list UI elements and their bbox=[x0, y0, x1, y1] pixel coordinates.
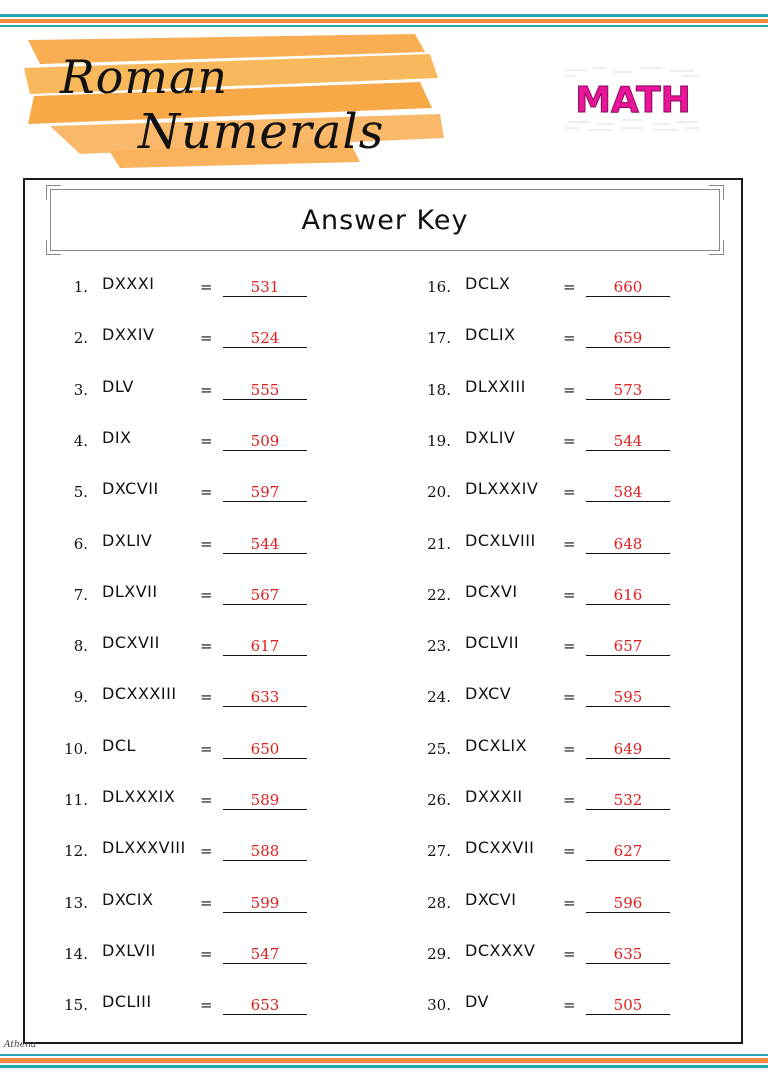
roman-numeral: DV bbox=[465, 992, 489, 1012]
answer-value: 599 bbox=[223, 894, 307, 913]
problem-number: 21. bbox=[427, 534, 451, 553]
problem-row bbox=[38, 274, 338, 308]
problem-row bbox=[401, 684, 701, 718]
answer-key-title: Answer Key bbox=[301, 204, 469, 236]
problem-number: 10. bbox=[64, 739, 88, 758]
answer-value: 567 bbox=[223, 586, 307, 605]
roman-numeral: DCXXXIII bbox=[102, 684, 177, 704]
problem-row bbox=[38, 530, 338, 565]
answer-card bbox=[23, 178, 743, 1044]
problem-row bbox=[38, 889, 338, 924]
equals-sign: = bbox=[200, 893, 213, 912]
title-line-2: Numerals bbox=[138, 104, 385, 160]
problem-number: 20. bbox=[427, 483, 451, 502]
problem-row bbox=[38, 325, 338, 359]
top-stripe-teal-thin bbox=[0, 25, 768, 27]
equals-sign: = bbox=[563, 431, 576, 450]
answer-value: 648 bbox=[586, 535, 670, 554]
answer-value: 544 bbox=[223, 535, 307, 554]
problem-number: 5. bbox=[73, 483, 88, 502]
problem-row bbox=[401, 838, 701, 872]
problem-row bbox=[38, 684, 338, 718]
problem-row bbox=[401, 940, 701, 975]
equals-sign: = bbox=[563, 842, 576, 861]
problem-number: 8. bbox=[73, 637, 88, 656]
answer-value: 659 bbox=[586, 329, 670, 348]
problem-number: 9. bbox=[73, 688, 88, 707]
roman-numeral: DCXLIX bbox=[465, 735, 528, 755]
problem-number: 25. bbox=[427, 739, 451, 758]
problem-number: 13. bbox=[64, 893, 88, 912]
equals-sign: = bbox=[563, 534, 576, 553]
equals-sign: = bbox=[563, 791, 576, 809]
math-logo-text: MATH bbox=[575, 80, 691, 121]
problem-number: 29. bbox=[427, 944, 451, 963]
problem-row bbox=[401, 530, 701, 565]
answer-value: 588 bbox=[223, 842, 307, 861]
answer-value: 589 bbox=[223, 791, 307, 810]
problem-row bbox=[38, 838, 338, 872]
problem-number: 23. bbox=[427, 637, 451, 656]
roman-numeral: DLXXXIV bbox=[465, 479, 539, 499]
answer-value: 547 bbox=[223, 945, 307, 964]
roman-numeral: DLXXIII bbox=[465, 376, 526, 396]
equals-sign: = bbox=[563, 996, 576, 1015]
roman-numeral: DXCVI bbox=[465, 889, 517, 909]
corner-ornament bbox=[46, 185, 61, 200]
answer-value: 660 bbox=[586, 278, 670, 297]
problem-number: 1. bbox=[73, 278, 88, 296]
answer-key-header bbox=[50, 189, 720, 251]
answer-value: 532 bbox=[586, 791, 670, 810]
problem-row bbox=[38, 633, 338, 667]
equals-sign: = bbox=[200, 329, 213, 348]
roman-numeral: DCLVII bbox=[465, 633, 520, 653]
equals-sign: = bbox=[563, 637, 576, 656]
answer-value: 617 bbox=[223, 637, 307, 656]
bottom-stripe-teal-thin bbox=[0, 1054, 768, 1056]
answer-value: 627 bbox=[586, 842, 670, 861]
roman-numeral: DXXIV bbox=[102, 325, 155, 345]
roman-numeral: DXLIV bbox=[102, 530, 153, 550]
title-banner bbox=[20, 30, 450, 170]
problem-number: 11. bbox=[64, 791, 88, 809]
problem-number: 16. bbox=[427, 278, 451, 296]
problem-row bbox=[401, 735, 701, 770]
answer-value: 633 bbox=[223, 688, 307, 707]
answer-value: 505 bbox=[586, 996, 670, 1015]
answer-value: 650 bbox=[223, 740, 307, 759]
problem-row bbox=[401, 787, 701, 821]
roman-numeral: DLXVII bbox=[102, 581, 158, 601]
answer-value: 596 bbox=[586, 894, 670, 913]
problem-row bbox=[401, 274, 701, 308]
equals-sign: = bbox=[200, 842, 213, 861]
roman-numeral: DCXXVII bbox=[465, 838, 535, 858]
problem-number: 2. bbox=[73, 329, 88, 348]
problem-number: 17. bbox=[427, 329, 451, 348]
roman-numeral: DCXVII bbox=[102, 633, 160, 653]
problem-row bbox=[401, 479, 701, 513]
problem-row bbox=[401, 581, 701, 616]
problem-number: 26. bbox=[427, 791, 451, 809]
equals-sign: = bbox=[563, 739, 576, 758]
roman-numeral: DXLVII bbox=[102, 940, 156, 960]
problem-row bbox=[401, 427, 701, 462]
top-stripe-orange bbox=[0, 19, 768, 23]
answer-value: 595 bbox=[586, 688, 670, 707]
roman-numeral: DCLIX bbox=[465, 325, 516, 345]
problem-row bbox=[38, 376, 338, 411]
problem-row bbox=[401, 992, 701, 1026]
answer-value: 531 bbox=[223, 278, 307, 297]
corner-ornament bbox=[709, 185, 724, 200]
answer-value: 657 bbox=[586, 637, 670, 656]
answer-value: 616 bbox=[586, 586, 670, 605]
answer-value: 653 bbox=[223, 996, 307, 1015]
roman-numeral: DXCV bbox=[465, 684, 512, 704]
problem-number: 27. bbox=[427, 842, 451, 861]
equals-sign: = bbox=[563, 688, 576, 707]
answer-value: 597 bbox=[223, 483, 307, 502]
problem-number: 12. bbox=[64, 842, 88, 861]
answer-value: 635 bbox=[586, 945, 670, 964]
answer-value: 573 bbox=[586, 381, 670, 400]
corner-ornament bbox=[709, 240, 724, 255]
problem-number: 15. bbox=[64, 996, 88, 1015]
problem-number: 6. bbox=[73, 534, 88, 553]
roman-numeral: DCLIII bbox=[102, 992, 152, 1012]
answer-value: 544 bbox=[586, 432, 670, 451]
problem-number: 19. bbox=[427, 431, 451, 450]
corner-ornament bbox=[46, 240, 61, 255]
roman-numeral: DCXXXV bbox=[465, 940, 536, 960]
roman-numeral: DXCVII bbox=[102, 479, 159, 499]
roman-numeral: DLXXXVIII bbox=[102, 838, 186, 858]
roman-numeral: DLV bbox=[102, 376, 134, 396]
math-logo bbox=[562, 62, 704, 134]
equals-sign: = bbox=[200, 944, 213, 963]
problem-row bbox=[38, 992, 338, 1026]
roman-numeral: DLXXXIX bbox=[102, 787, 176, 806]
equals-sign: = bbox=[200, 534, 213, 553]
roman-numeral: DXCIX bbox=[102, 889, 154, 909]
answer-value: 555 bbox=[223, 381, 307, 400]
problem-row bbox=[38, 479, 338, 513]
equals-sign: = bbox=[563, 585, 576, 604]
problem-number: 24. bbox=[427, 688, 451, 707]
problem-row bbox=[401, 633, 701, 667]
bottom-stripe-orange bbox=[0, 1058, 768, 1063]
equals-sign: = bbox=[563, 893, 576, 912]
problem-number: 3. bbox=[73, 380, 88, 399]
problem-number: 28. bbox=[427, 893, 451, 912]
problem-row bbox=[401, 889, 701, 924]
problem-row bbox=[38, 787, 338, 821]
problem-number: 22. bbox=[427, 585, 451, 604]
equals-sign: = bbox=[200, 431, 213, 450]
problem-number: 7. bbox=[73, 585, 88, 604]
roman-numeral: DCXVI bbox=[465, 581, 518, 601]
equals-sign: = bbox=[200, 483, 213, 502]
problem-row bbox=[401, 325, 701, 359]
equals-sign: = bbox=[200, 688, 213, 707]
equals-sign: = bbox=[200, 791, 213, 809]
equals-sign: = bbox=[563, 329, 576, 348]
signature: Athena bbox=[4, 1040, 37, 1050]
equals-sign: = bbox=[200, 585, 213, 604]
problem-row bbox=[38, 427, 338, 462]
answer-value: 509 bbox=[223, 432, 307, 451]
equals-sign: = bbox=[563, 483, 576, 502]
equals-sign: = bbox=[200, 380, 213, 399]
equals-sign: = bbox=[200, 637, 213, 656]
problem-row bbox=[38, 581, 338, 616]
problem-row bbox=[38, 940, 338, 975]
math-logo-art bbox=[562, 62, 704, 134]
answer-value: 584 bbox=[586, 483, 670, 502]
top-stripe-teal bbox=[0, 14, 768, 17]
roman-numeral: DXXXI bbox=[102, 274, 155, 293]
equals-sign: = bbox=[563, 380, 576, 399]
equals-sign: = bbox=[200, 739, 213, 758]
equals-sign: = bbox=[563, 278, 576, 296]
roman-numeral: DXLIV bbox=[465, 427, 516, 447]
problem-number: 14. bbox=[64, 944, 88, 963]
title-line-1: Roman bbox=[60, 50, 228, 104]
problem-number: 18. bbox=[427, 380, 451, 399]
roman-numeral: DCLX bbox=[465, 274, 511, 293]
problem-number: 30. bbox=[427, 996, 451, 1015]
answer-value: 649 bbox=[586, 740, 670, 759]
problem-row bbox=[38, 735, 338, 770]
problem-number: 4. bbox=[73, 431, 88, 450]
roman-numeral: DXXXII bbox=[465, 787, 523, 806]
roman-numeral: DIX bbox=[102, 427, 132, 447]
answer-value: 524 bbox=[223, 329, 307, 348]
roman-numeral: DCL bbox=[102, 735, 136, 755]
roman-numeral: DCXLVIII bbox=[465, 530, 536, 550]
problem-row bbox=[401, 376, 701, 411]
equals-sign: = bbox=[200, 996, 213, 1015]
bottom-stripe-teal bbox=[0, 1065, 768, 1068]
equals-sign: = bbox=[563, 944, 576, 963]
equals-sign: = bbox=[200, 278, 213, 296]
